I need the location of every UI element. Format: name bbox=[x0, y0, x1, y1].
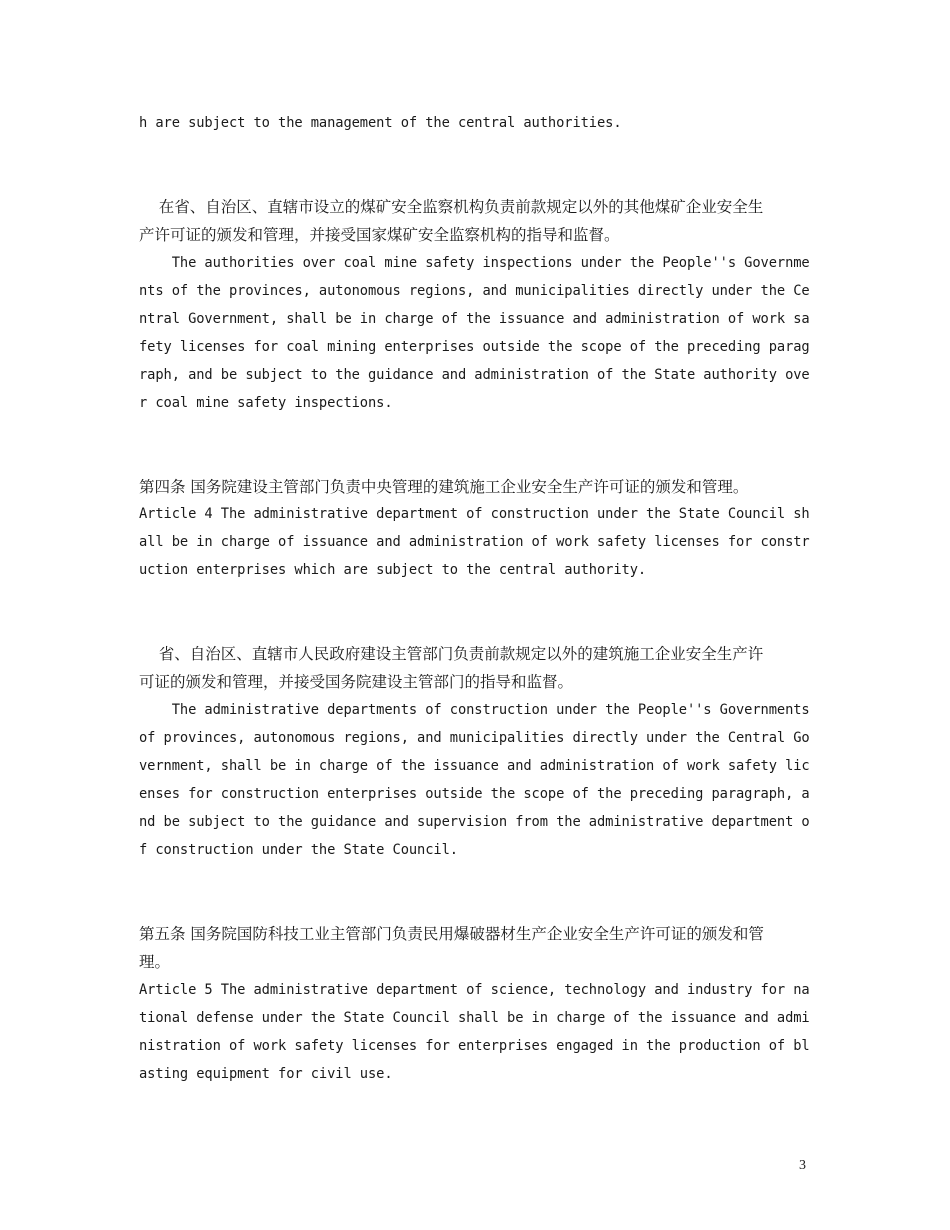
text-line: 省、自治区、直辖市人民政府建设主管部门负责前款规定以外的建筑施工企业安全生产许 bbox=[139, 645, 764, 663]
text-line: 理。 bbox=[139, 953, 171, 971]
text-line: uction enterprises which are subject to the central authority. bbox=[139, 562, 647, 578]
article-heading: 第四条 国务院建设主管部门负责中央管理的建筑施工企业安全生产许可证的颁发和管理。 bbox=[139, 478, 749, 496]
text-line: The administrative departments of construction under the People''s Governments bbox=[139, 702, 810, 718]
text-line: ntral Government, shall be in charge of the issuance and administration of work sa bbox=[139, 311, 810, 327]
text-line: tional defense under the State Council shall be in charge of the issuance and admi bbox=[139, 1010, 810, 1026]
text-line: nd be subject to the guidance and supervision from the administrative department o bbox=[139, 814, 810, 830]
text-line: 可证的颁发和管理，并接受国务院建设主管部门的指导和监督。 bbox=[139, 673, 574, 691]
text-line: 在省、自治区、直辖市设立的煤矿安全监察机构负责前款规定以外的其他煤矿企业安全生 bbox=[139, 198, 764, 216]
text-line: vernment, shall be in charge of the issuance and administration of work safety lic bbox=[139, 758, 810, 774]
article-heading: 第五条 国务院国防科技工业主管部门负责民用爆破器材生产企业安全生产许可证的颁发和管 bbox=[139, 925, 764, 943]
page-number: 3 bbox=[799, 1158, 806, 1173]
text-line: Article 5 The administrative department of science, technology and industry for na bbox=[139, 982, 810, 998]
text-line: all be in charge of issuance and administration of work safety licenses for constr bbox=[139, 534, 810, 550]
text-line: asting equipment for civil use. bbox=[139, 1066, 393, 1082]
text-line: of provinces, autonomous regions, and municipalities directly under the Central Go bbox=[139, 730, 810, 746]
text-line: Article 4 The administrative department of construction under the State Council sh bbox=[139, 506, 810, 522]
text-line: fety licenses for coal mining enterprises outside the scope of the preceding parag bbox=[139, 339, 810, 355]
text-line: h are subject to the management of the central authorities. bbox=[139, 115, 622, 131]
text-line: nts of the provinces, autonomous regions, and municipalities directly under the Ce bbox=[139, 283, 810, 299]
text-line: The authorities over coal mine safety inspections under the People''s Governme bbox=[139, 255, 810, 271]
text-line: f construction under the State Council. bbox=[139, 842, 458, 858]
text-line: nistration of work safety licenses for enterprises engaged in the production of bl bbox=[139, 1038, 810, 1054]
text-line: 产许可证的颁发和管理，并接受国家煤矿安全监察机构的指导和监督。 bbox=[139, 226, 620, 244]
text-line: raph, and be subject to the guidance and administration of the State authority ove bbox=[139, 367, 810, 383]
text-line: r coal mine safety inspections. bbox=[139, 395, 393, 411]
text-line: enses for construction enterprises outside the scope of the preceding paragraph, a bbox=[139, 786, 810, 802]
